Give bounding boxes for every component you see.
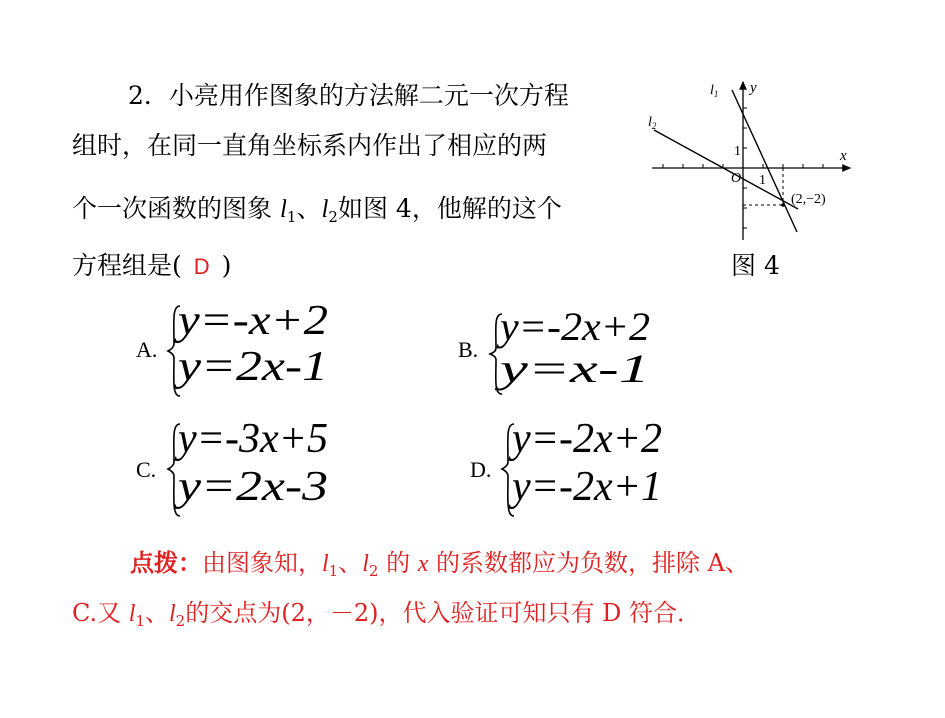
line-l1 (732, 90, 797, 232)
hint-l1-sub-b: 1 (135, 612, 145, 630)
option-d-label: D. (470, 457, 492, 482)
problem-text-4b: ) (221, 251, 232, 280)
y-axis-label: y (750, 80, 757, 96)
intersection-point (781, 203, 785, 207)
option-d-eq2: y=-2x+1 (507, 464, 662, 510)
hint-l1: l (322, 551, 329, 577)
option-a-label: A. (136, 337, 158, 362)
figure-caption: 图 4 (731, 251, 780, 280)
y-tick-label: 1 (734, 144, 741, 159)
problem-line-1 (128, 80, 569, 112)
option-a-system (168, 298, 328, 405)
hint-x: x (417, 551, 429, 577)
option-a-eq2: y=2x-1 (173, 344, 328, 390)
option-c-label: C. (136, 457, 157, 482)
problem-line-2 (72, 130, 547, 162)
option-b-eq1: y=-2x+2 (495, 304, 650, 349)
separator: 、 (296, 194, 322, 223)
problem-text-4a: 方程组是( (72, 251, 182, 280)
l2-symbol: l (321, 196, 329, 223)
x-axis-label: x (840, 148, 847, 164)
line-l2 (654, 130, 798, 209)
l1-label: $l_1$ (710, 83, 719, 99)
figure-graph (640, 72, 860, 247)
option-b-eq2: y=x-1 (493, 346, 650, 391)
hint-sep-b: 、 (144, 599, 169, 627)
hint-sep: 、 (338, 549, 363, 577)
hint-l2-b: l (168, 601, 176, 627)
option-d-eq1: y=-2x+2 (507, 416, 662, 462)
hint-l2-sub: 2 (368, 562, 379, 580)
hint-l2: l (362, 551, 369, 577)
option-b-system (490, 304, 650, 398)
hint-line-1 (130, 547, 749, 580)
problem-text-3a: 个一次函数的图象 (72, 194, 280, 223)
hint-title: 点拨： (130, 548, 202, 577)
problem-text-2: 组时，在同一直角坐标系内作出了相应的两 (72, 131, 548, 160)
l1-symbol: l (279, 196, 287, 223)
hint-text-2a: C.又 (72, 599, 129, 627)
point-label: (2,−2) (791, 192, 826, 207)
problem-text-3b: 如图 4，他解的这个 (337, 194, 562, 223)
problem-line-4 (72, 250, 231, 283)
hint-text-1b: 的 (378, 549, 418, 577)
hint-line-2 (72, 597, 701, 630)
answer-text: D (193, 254, 210, 279)
x-tick-label: 1 (759, 173, 766, 188)
option-c-eq1: y=-3x+5 (173, 416, 328, 462)
l1-subscript: 1 (286, 208, 297, 226)
origin-label: O (731, 171, 742, 186)
l2-subscript: 2 (328, 208, 338, 226)
option-a-eq1: y=-x+2 (173, 298, 328, 344)
option-c-eq2: y=2x-3 (173, 464, 328, 510)
problem-text-1: 小亮用作图象的方法解二元一次方程 (168, 81, 569, 110)
option-c-system (168, 416, 328, 523)
hint-text-1c: 的系数都应为负数，排除 A、 (428, 549, 749, 577)
problem-line-3 (72, 193, 562, 226)
hint-l2-sub-b: 2 (175, 612, 186, 630)
hint-text-1a: 由图象知， (202, 549, 322, 577)
hint-l1-sub: 1 (328, 562, 339, 580)
hint-l1-b: l (128, 601, 136, 627)
l2-label: $l_2$ (648, 115, 657, 131)
hint-text-2b: 的交点为(2，－2)，代入验证可知只有 D 符合． (185, 599, 701, 627)
option-d-system (502, 416, 662, 523)
option-b-label: B. (458, 337, 479, 362)
problem-number: 2． (128, 81, 169, 110)
